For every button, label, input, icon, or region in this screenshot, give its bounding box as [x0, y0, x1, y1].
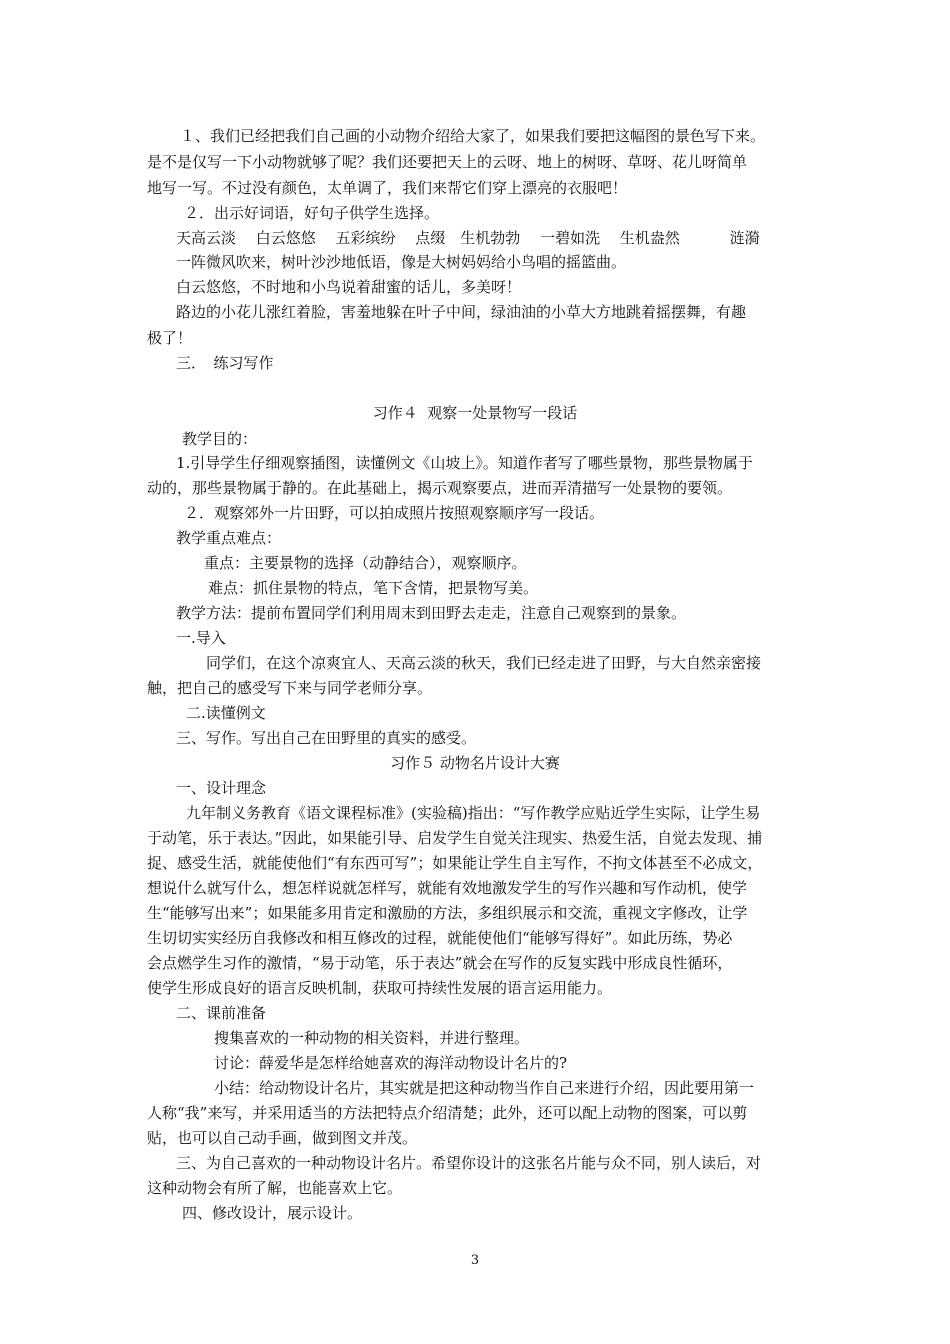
text-line: 1.引导学生仔细观察插图，读懂例文《山坡上》。知道作者写了哪些景物，那些景物属于 [176, 454, 753, 472]
text-line: 使学生形成良好的语言反映机制，获取可持续性发展的语言运用能力。 [147, 979, 613, 997]
text-line: 教学目的： [182, 430, 258, 448]
section-heading: 一.导入 [176, 629, 226, 647]
text-line: 这种动物会有所了解，也能喜欢上它。 [147, 1179, 403, 1197]
page-number: 3 [470, 1253, 480, 1268]
text-line: 白云悠悠，不时地和小鸟说着甜蜜的话儿，多美呀！ [176, 278, 522, 296]
text-line: ２．观察郊外一片田野，可以拍成照片按照观察顺序写一段话。 [184, 504, 605, 522]
word-list: 天高云淡 白云悠悠 五彩缤纷 点缀 生机勃勃 一碧如洗 生机盎然 涟漪 [176, 229, 760, 247]
text-line: 想说什么就写什么，想怎样说就怎样写，就能有效地激发学生的写作兴趣和写作动机，使学 [147, 879, 748, 897]
text-line: 贴，也可以自己动手画，做到图文并茂。 [147, 1129, 418, 1147]
text-line: 难点：抓住景物的特点，笔下含情，把景物写美。 [208, 579, 539, 597]
text-line: 动的，那些景物属于静的。在此基础上，揭示观察要点，进而弄清描写一处景物的要领。 [147, 479, 733, 497]
text-line: 一阵微风吹来，树叶沙沙地低语，像是大树妈妈给小鸟唱的摇篮曲。 [176, 253, 627, 271]
section-heading: 三． 练习写作 [176, 354, 274, 372]
text-line: 同学们，在这个凉爽宜人、天高云淡的秋天，我们已经走进了田野，与大自然亲密接 [206, 654, 762, 672]
text-line: １、我们已经把我们自己画的小动物介绍给大家了，如果我们要把这幅图的景色写下来。 [180, 127, 766, 145]
text-line: ２．出示好词语，好句子供学生选择。 [184, 204, 440, 222]
text-line: 教学方法：提前布置同学们利用周末到田野去走走，注意自己观察到的景象。 [176, 604, 687, 622]
text-line: 九年制义务教育《语文课程标准》(实验稿)指出：“写作教学应贴近学生实际，让学生易 [186, 804, 761, 822]
text-line: 路边的小花儿涨红着脸，害羞地躲在叶子中间，绿油油的小草大方地跳着摇摆舞，有趣 [176, 303, 747, 321]
text-line: 捉、感受生活，就能使他们“有东西可写”；如果能让学生自主写作，不拘文体甚至不必成文， [147, 854, 763, 872]
text-line: 人称“我”来写，并采用适当的方法把特点介绍清楚；此外，还可以配上动物的图案，可以剪 [147, 1104, 748, 1122]
section-heading: 二、课前准备 [176, 1004, 267, 1022]
section-heading: 四、修改设计，展示设计。 [182, 1204, 363, 1222]
text-line: 触，把自己的感受写下来与同学老师分享。 [147, 679, 433, 697]
text-line: 极了！ [147, 329, 193, 347]
text-line: 重点：主要景物的选择（动静结合），观察顺序。 [204, 554, 527, 572]
exercise-5-title: 习作５ 动物名片设计大赛 [390, 754, 560, 772]
text-line: 搜集喜欢的一种动物的相关资料，并进行整理。 [214, 1029, 530, 1047]
text-line: 生“能够写出来”；如果能多用肯定和激励的方法，多组织展示和交流，重视文字修改，让学 [147, 904, 748, 922]
text-line: 讨论：薛爱华是怎样给她喜欢的海洋动物设计名片的? [214, 1054, 568, 1072]
text-line: 会点燃学生习作的激情，“易于动笔，乐于表达”就会在写作的反复实践中形成良性循环， [147, 954, 733, 972]
section-heading: 二.读懂例文 [186, 704, 266, 722]
text-line: 地写一写。不过没有颜色，太单调了，我们来帮它们穿上漂亮的衣服吧！ [147, 179, 628, 197]
text-line: 生切切实实经历自我修改和相互修改的过程，就能使他们“能够写得好”。如此历练，势必 [147, 929, 733, 947]
text-line: 于动笔，乐于表达。”因此，如果能引导、启发学生自觉关注现实、热爱生活，自觉去发现、捕 [147, 829, 763, 847]
text-line: 教学重点难点： [176, 529, 282, 547]
text-line: 小结：给动物设计名片，其实就是把这种动物当作自己来进行介绍，因此要用第一 [214, 1079, 755, 1097]
text-line: 三、写作。写出自己在田野里的真实的感受。 [176, 729, 477, 747]
exercise-4-title: 习作４ 观察一处景物写一段话 [372, 404, 578, 422]
text-line: 是不是仅写一下小动物就够了呢？我们还要把天上的云呀、地上的树呀、草呀、花儿呀简单 [147, 153, 748, 171]
text-line: 三、为自己喜欢的一种动物设计名片。希望你设计的这张名片能与众不同，别人读后，对 [176, 1154, 762, 1172]
section-heading: 一、设计理念 [176, 779, 267, 797]
